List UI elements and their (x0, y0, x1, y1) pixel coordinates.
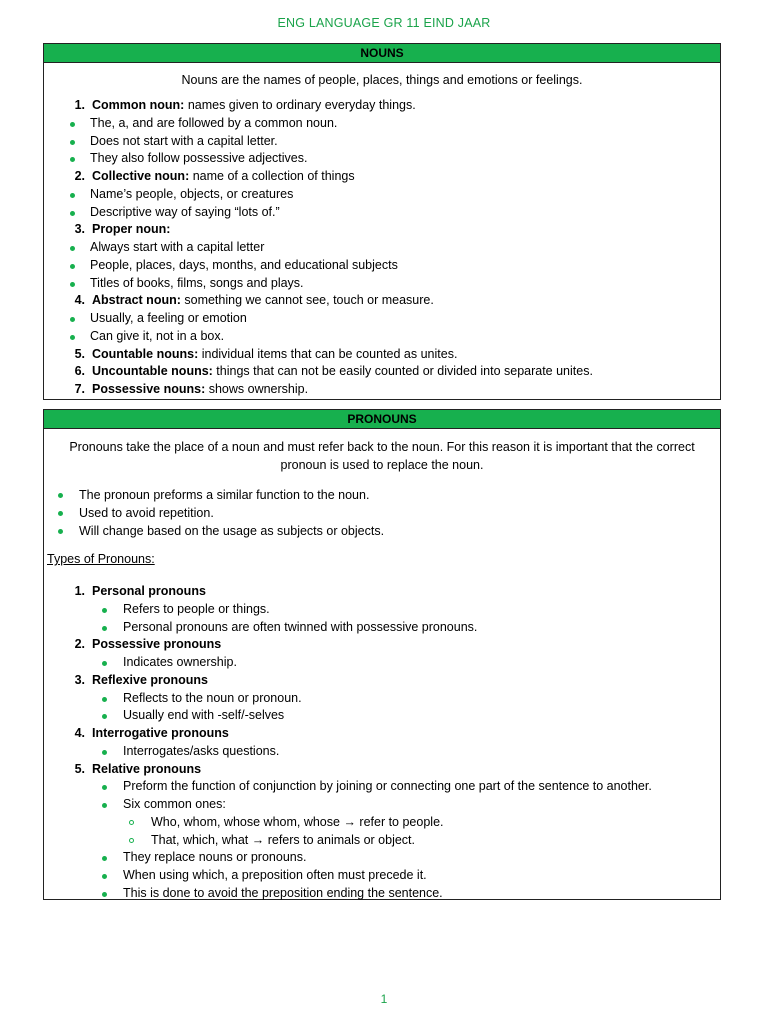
list-item: They also follow possessive adjectives. (44, 150, 720, 168)
nouns-section (43, 43, 721, 400)
pronoun-term: Personal pronouns (92, 584, 206, 598)
list-item: 2. Collective noun: name of a collection of things (74, 169, 355, 184)
pronoun-term: Relative pronouns (92, 761, 202, 776)
bullet-icon (70, 140, 75, 145)
list-item: Interrogates/asks questions. (92, 743, 720, 761)
bullet-icon (102, 803, 107, 808)
list-item: Preform the function of conjunction by joining or connecting one part of the sentence to another. (92, 778, 720, 796)
list-item: 3. Reflexive pronouns (74, 672, 208, 687)
noun-term: Countable nouns: (92, 346, 199, 361)
list-item: 3. Proper noun: (74, 222, 171, 237)
list-item: Refers to people or things. (92, 601, 720, 619)
noun-term: Collective noun: (92, 169, 190, 184)
page-header: ENG LANGUAGE GR 11 EIND JAAR (277, 16, 491, 30)
bullet-icon (102, 785, 107, 790)
bullet-icon (70, 122, 75, 127)
list-item: When using which, a preposition often must precede it. (92, 867, 720, 885)
nouns-list (44, 97, 720, 399)
list-item: 5. Relative pronouns (74, 761, 202, 776)
list-item: Usually, a feeling or emotion (44, 310, 720, 328)
bullet-icon (102, 661, 107, 666)
list-item: 4. Abstract noun: something we cannot see, touch or measure. (74, 293, 434, 308)
bullet-icon (70, 246, 75, 251)
list-item: Indicates ownership. (92, 654, 720, 672)
list-item: The, a, and are followed by a common noun. (44, 115, 720, 133)
list-item: This is done to avoid the preposition ending the sentence. (92, 885, 720, 903)
noun-term: Possessive nouns: (92, 382, 206, 397)
list-item: 5. Countable nouns: individual items that can be counted as unites. (74, 346, 458, 361)
list-item: Who, whom, whose whom, whose → refer to people. (92, 814, 720, 832)
list-item: The pronoun preforms a similar function to the noun. (44, 486, 720, 504)
list-item: People, places, days, months, and educational subjects (44, 257, 720, 275)
bullet-icon (102, 892, 107, 897)
bullet-icon (58, 529, 63, 534)
list-item: 7. Possessive nouns: shows ownership. (74, 382, 309, 397)
list-item: 4. Interrogative pronouns (74, 726, 229, 741)
list-item: Descriptive way of saying “lots of.” (44, 204, 720, 222)
list-item: Can give it, not in a box. (44, 328, 720, 346)
list-item: Reflects to the noun or pronoun. (92, 690, 720, 708)
bullet-icon (102, 856, 107, 861)
pronouns-section (43, 409, 721, 900)
bullet-icon (70, 264, 75, 269)
list-item: They replace nouns or pronouns. (92, 849, 720, 867)
bullet-icon (70, 282, 75, 287)
bullet-icon (70, 335, 75, 340)
list-item: Name’s people, objects, or creatures (44, 186, 720, 204)
list-item: That, which, what → refers to animals or object. (92, 832, 720, 850)
pronouns-bullets (44, 486, 720, 540)
circle-bullet-icon (129, 838, 134, 843)
list-item: Always start with a capital letter (44, 239, 720, 257)
nouns-title: NOUNS (44, 44, 720, 63)
list-item: Does not start with a capital letter. (44, 133, 720, 151)
types-heading: Types of Pronouns: (47, 552, 155, 566)
list-item: 6. Uncountable nouns: things that can not be easily counted or divided into separate unites. (74, 364, 593, 379)
noun-term: Common noun: (92, 98, 185, 112)
list-item: Six common ones: (92, 796, 720, 814)
list-item: Personal pronouns are often twinned with possessive pronouns. (92, 619, 720, 637)
list-item: 1. Personal pronouns (74, 584, 206, 598)
bullet-icon (70, 157, 75, 162)
pronouns-title: PRONOUNS (44, 410, 720, 429)
list-item: Will change based on the usage as subjects or objects. (44, 522, 720, 540)
pronoun-term: Reflexive pronouns (92, 672, 208, 687)
bullet-icon (102, 750, 107, 755)
bullet-icon (58, 493, 63, 498)
nouns-intro: Nouns are the names of people, places, things and emotions or feelings. (181, 73, 583, 87)
bullet-icon (102, 608, 107, 613)
circle-bullet-icon (129, 820, 134, 825)
pronoun-types-list (44, 583, 720, 903)
bullet-icon (102, 697, 107, 702)
list-item: 2. Possessive pronouns (74, 637, 222, 652)
list-item: Used to avoid repetition. (44, 504, 720, 522)
noun-term: Abstract noun: (92, 293, 181, 308)
bullet-icon (70, 317, 75, 322)
bullet-icon (102, 874, 107, 879)
list-item: Titles of books, films, songs and plays. (44, 275, 720, 293)
noun-term: Proper noun: (92, 222, 171, 237)
page-number: 1 (380, 992, 388, 1006)
list-item: Usually end with -self/-selves (92, 707, 720, 725)
bullet-icon (102, 626, 107, 631)
bullet-icon (70, 193, 75, 198)
pronoun-term: Interrogative pronouns (92, 726, 229, 741)
list-item: 1. Common noun: names given to ordinary everyday things. (74, 98, 416, 112)
bullet-icon (70, 211, 75, 216)
pronoun-term: Possessive pronouns (92, 637, 222, 652)
pronouns-intro: Pronouns take the place of a noun and must refer back to the noun. For this reason it is important that the correct pronoun is used to replace the noun. (69, 440, 695, 472)
noun-term: Uncountable nouns: (92, 364, 213, 379)
bullet-icon (58, 511, 63, 516)
bullet-icon (102, 714, 107, 719)
